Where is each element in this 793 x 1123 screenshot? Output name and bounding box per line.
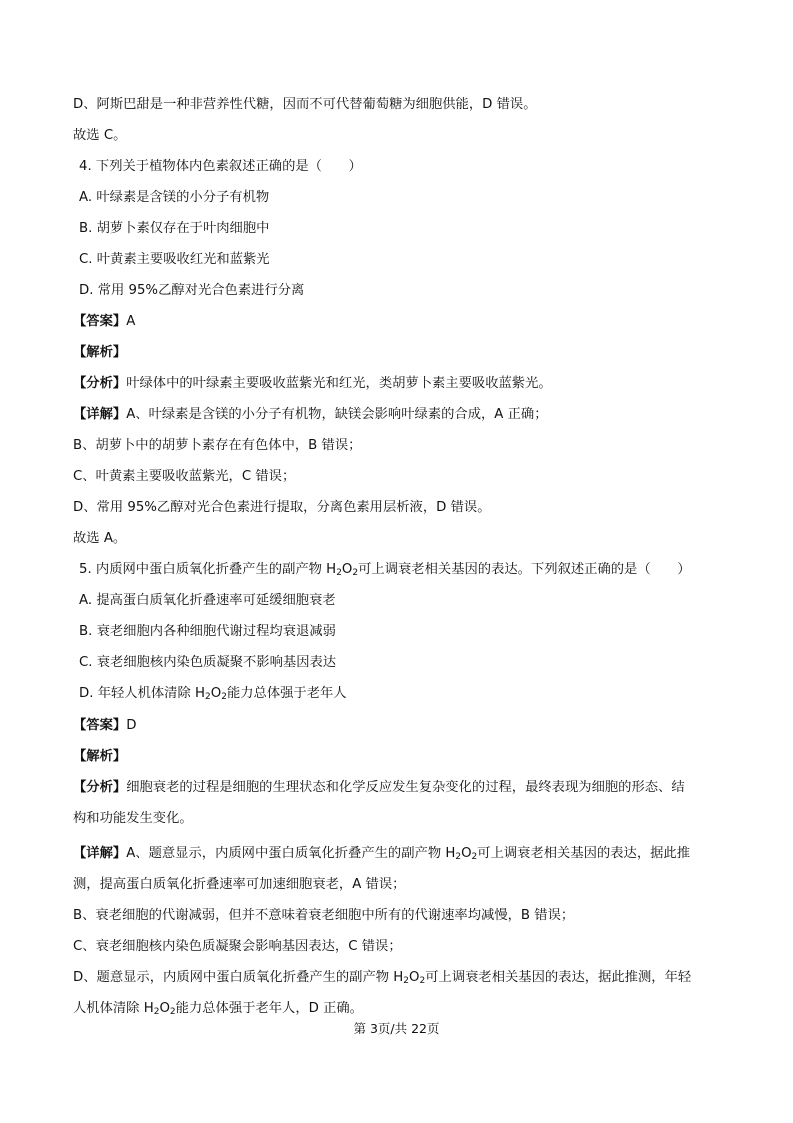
text-line: 故选 C。	[73, 128, 127, 143]
option-a: A. 提高蛋白质氧化折叠速率可延缓细胞衰老	[79, 593, 336, 608]
text-line: B、衰老细胞的代谢减弱，但并不意味着衰老细胞中所有的代谢速率均减慢，B 错误；	[73, 908, 575, 923]
text-line: 人机体清除 $H_2O_2$能力总体强于老年人，D 正确。	[73, 1001, 363, 1017]
fenxi-line: 【分析】叶绿体中的叶绿素主要吸收蓝紫光和红光，类胡萝卜素主要吸收蓝紫光。	[73, 376, 552, 391]
option-b: B. 衰老细胞内各种细胞代谢过程均衰退减弱	[79, 624, 336, 639]
text-line: D、常用 95%乙醇对光合色素进行提取，分离色素用层析液，D 错误。	[73, 500, 491, 515]
text-line: C、叶黄素主要吸收蓝紫光，C 错误；	[73, 469, 296, 484]
option-d: D. 年轻人机体清除 $H_2O_2$能力总体强于老年人	[79, 686, 347, 702]
text-line: C、衰老细胞核内染色质凝聚会影响基因表达，C 错误；	[73, 939, 402, 954]
text-line: 测，提高蛋白质氧化折叠速率可加速细胞衰老，A 错误；	[73, 877, 406, 892]
option-a: A. 叶绿素是含镁的小分子有机物	[79, 190, 270, 205]
text-line: D、题意显示，内质网中蛋白质氧化折叠产生的副产物 $H_2O_2$可上调衰老相关基因的表达，据此推测，年轻	[73, 970, 692, 986]
question-5-stem: 5. 内质网中蛋白质氧化折叠产生的副产物 $H_2O_2$可上调衰老相关基因的表达。下列叙述正确的是（ ）	[79, 562, 691, 578]
text-line: 构和功能发生变化。	[73, 811, 193, 826]
page-number: 第 3页/共 22页	[353, 1021, 440, 1036]
option-c: C. 叶黄素主要吸收红光和蓝紫光	[79, 252, 270, 267]
option-b: B. 胡萝卜素仅存在于叶肉细胞中	[79, 221, 270, 236]
text-line: B、胡萝卜中的胡萝卜素存在有色体中，B 错误；	[73, 438, 362, 453]
fenxi-line: 【分析】细胞衰老的过程是细胞的生理状态和化学反应发生复杂变化的过程，最终表现为细胞的形态、结	[73, 780, 685, 795]
answer-line: 【答案】D	[73, 718, 137, 733]
analysis-heading: 【解析】	[73, 749, 127, 764]
answer-line: 【答案】A	[73, 314, 136, 329]
detail-line: 【详解】A、题意显示，内质网中蛋白质氧化折叠产生的副产物 $H_2O_2$可上调衰老相关基因的表达，据此推	[73, 846, 691, 862]
analysis-heading: 【解析】	[73, 345, 127, 360]
detail-line: 【详解】A、叶绿素是含镁的小分子有机物，缺镁会影响叶绿素的合成，A 正确；	[73, 407, 548, 422]
option-c: C. 衰老细胞核内染色质凝聚不影响基因表达	[79, 655, 337, 670]
question-4-stem: 4. 下列关于植物体内色素叙述正确的是（ ）	[79, 159, 362, 174]
option-d: D. 常用 95%乙醇对光合色素进行分离	[79, 283, 305, 298]
text-line: 故选 A。	[73, 531, 127, 546]
text-line: D、阿斯巴甜是一种非营养性代糖，因而不可代替葡萄糖为细胞供能，D 错误。	[73, 97, 537, 112]
